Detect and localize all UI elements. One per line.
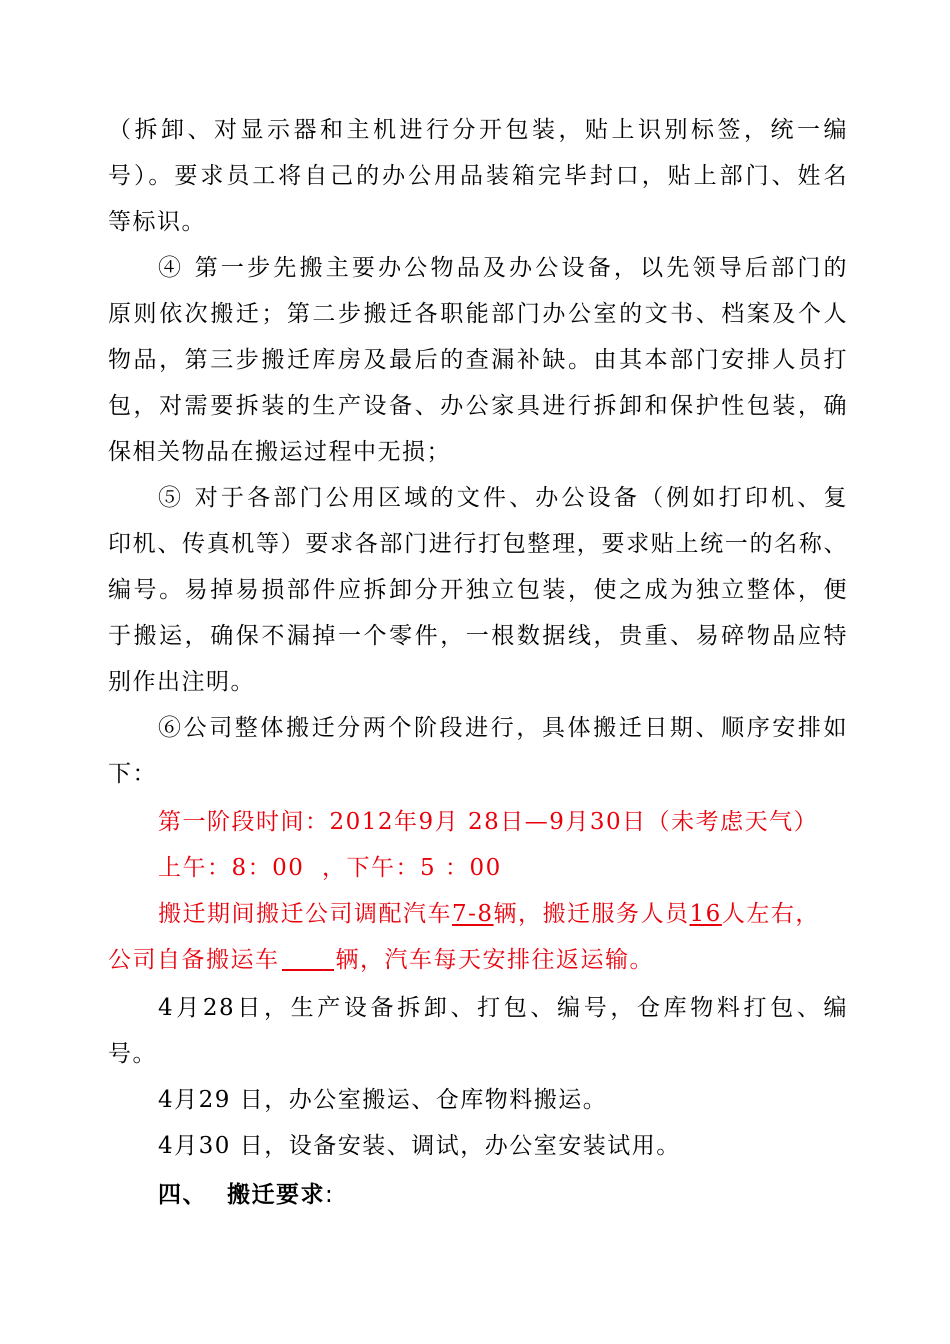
vehicles-text: 辆，搬迁服务人员 — [493, 901, 690, 927]
schedule-line: 4月28日，生产设备拆卸、打包、编号，仓库物料打包、编 — [158, 995, 848, 1021]
own-vehicles-text: 辆，汽车每天安排往返运输。 — [335, 947, 654, 973]
vehicles-text: 搬迁期间搬迁公司调配汽车 — [158, 901, 452, 927]
paragraph-line: 别作出注明。 — [108, 669, 255, 695]
own-vehicles-text: 公司自备搬运车 — [108, 947, 280, 973]
work-hours-line: 上午：8：00 ，下午：5 ：00 — [158, 855, 502, 881]
staff-count: 16 — [689, 901, 722, 927]
paragraph-line: 印机、传真机等）要求各部门进行打包整理，要求贴上统一的名称、 — [108, 531, 848, 557]
paragraph-line: （拆卸、对显示器和主机进行分开包装，贴上识别标签，统一编 — [108, 117, 848, 143]
section-heading — [158, 1180, 848, 1210]
own-vehicles-line — [108, 945, 848, 975]
paragraph-line: ④ 第一步先搬主要办公物品及办公设备，以先领导后部门的 — [158, 255, 848, 281]
section-title: 搬迁要求 — [227, 1182, 325, 1208]
paragraph-line: 号）。要求员工将自己的办公用品装箱完毕封口，贴上部门、姓名 — [108, 163, 848, 189]
schedule-line: 4月30 日，设备安装、调试，办公室安装试用。 — [158, 1133, 681, 1159]
vehicles-count: 7-8 — [452, 901, 494, 927]
paragraph-line: 包，对需要拆装的生产设备、办公家具进行拆卸和保护性包装，确 — [108, 393, 848, 419]
section-number: 四、 — [158, 1182, 207, 1208]
paragraph-line: 原则依次搬迁；第二步搬迁各职能部门办公室的文书、档案及个人 — [108, 301, 848, 327]
paragraph-line: 等标识。 — [108, 209, 206, 235]
phase-time-line: 第一阶段时间：2012年9月 28日—9月30日（未考虑天气） — [158, 809, 819, 835]
paragraph-line: 于搬运，确保不漏掉一个零件，一根数据线，贵重、易碎物品应特 — [108, 623, 848, 649]
paragraph-line: 保相关物品在搬运过程中无损； — [108, 439, 451, 465]
paragraph-line: ⑥公司整体搬迁分两个阶段进行，具体搬迁日期、顺序安排如 — [158, 715, 848, 741]
blank-field — [282, 947, 334, 971]
vehicles-line — [158, 899, 848, 929]
section-colon: : — [325, 1182, 335, 1208]
vehicles-text: 人左右， — [721, 901, 820, 927]
paragraph-line: 下： — [108, 761, 157, 787]
schedule-line: 4月29 日，办公室搬运、仓库物料搬运。 — [158, 1087, 608, 1113]
schedule-line: 号。 — [108, 1041, 157, 1067]
paragraph-line: ⑤ 对于各部门公用区域的文件、办公设备（例如打印机、复 — [158, 485, 848, 511]
paragraph-line: 编号。易掉易损部件应拆卸分开独立包装，使之成为独立整体，便 — [108, 577, 848, 603]
paragraph-line: 物品，第三步搬迁库房及最后的查漏补缺。由其本部门安排人员打 — [108, 347, 848, 373]
